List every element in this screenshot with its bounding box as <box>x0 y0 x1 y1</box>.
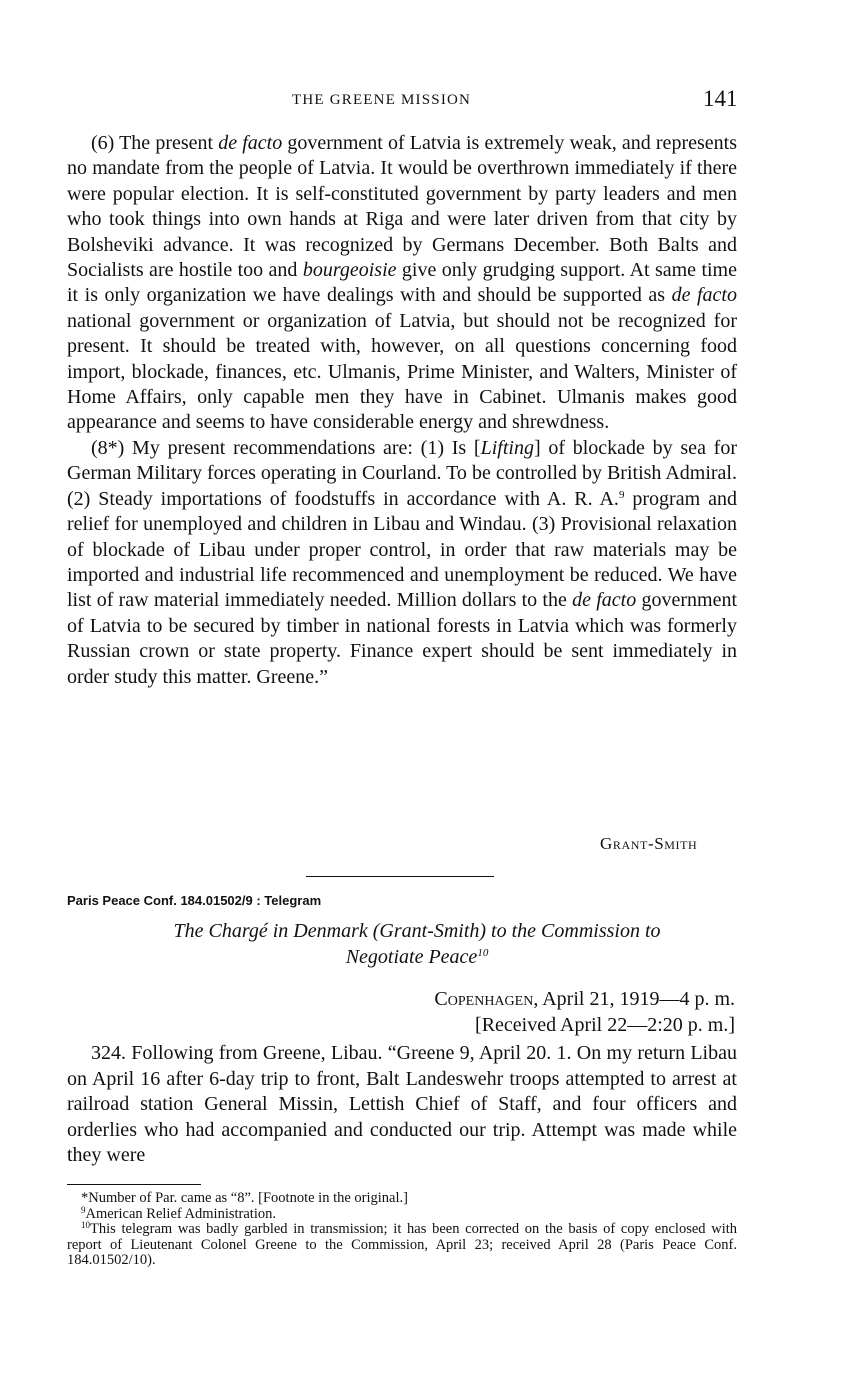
running-head <box>0 88 859 118</box>
page-number: 141 <box>703 86 738 111</box>
footnote-marker: 9 <box>618 488 625 501</box>
text-run: government of Latvia to be secured by timber in national forests in Latvia which was formerly Russian crown or state property. Finance expert should be sent immediately in order study this matter. Greene.” <box>67 589 738 688</box>
received-line: [Received April 22—2:20 p. m.] <box>475 1014 735 1036</box>
italic-run: de facto <box>218 132 283 154</box>
signature: Grant-Smith <box>600 834 698 853</box>
italic-run: de facto <box>671 284 737 307</box>
footnote-text: This telegram was badly garbled in transmission; it has been corrected on the basis of copy enclosed with report of Lieutenant Colonel Greene to the Commission, April 23; received April 28 (Paris Peace Conf. 184.01502/10). <box>67 1221 737 1268</box>
running-title: THE GREENE MISSION <box>292 92 472 108</box>
footnote-10 <box>67 1222 737 1269</box>
footnotes <box>67 1191 737 1269</box>
section-body <box>67 131 737 690</box>
italic-run: Lifting <box>480 436 534 459</box>
footnote-number: 10 <box>81 1220 90 1230</box>
footnote-number: 9 <box>81 1204 86 1215</box>
italic-run: bourgeoisie <box>302 259 397 282</box>
footnote-rule <box>67 1184 201 1185</box>
sent-line <box>434 986 735 1012</box>
text-run: give only grudging support. At same time it is only organization we have dealings with and should be supported as <box>67 259 737 307</box>
footnote-9 <box>67 1204 737 1223</box>
dateline-place: Copenhagen <box>434 988 534 1010</box>
text-run: ] of blockade by sea for German Military forces operating in Courland. To be controlled by British Admiral. (2) Steady importations of foodstuffs in accordance with A. R. A. <box>67 436 737 510</box>
text-run: national government or organization of Latvia, but should not be recognized for present. It should be treated with, however, on all questions concerning food import, blockade, finances, etc. Ulmanis, Prime Minister, and Walters, Minister of Home Affairs, only capable men they have in Cabinet. Ulmanis makes good appearance and seems to have considerable energy and shrewdness. <box>67 309 737 434</box>
text-run: government of Latvia is extremely weak, and represents no mandate from the people of Latvia. It would be overthrown immediately if there were popular election. It is self-constituted government by party leaders and men who took things into own hands at Riga and were later driven from that city by Bolsheviki advance. It was recognized by Germans December. Both Balts and Socialists are hostile too and <box>67 132 737 282</box>
paragraph-6 <box>67 131 737 436</box>
document-heading <box>67 918 767 970</box>
section-separator <box>306 876 494 877</box>
footnote-star: *Number of Par. came as “8”. [Footnote in the original.] <box>81 1190 408 1206</box>
italic-run: de facto <box>572 589 637 612</box>
footnote-marker: 10 <box>477 947 489 959</box>
footnote-text: American Relief Administration. <box>85 1205 276 1222</box>
document-reference: Paris Peace Conf. 184.01502/9 : Telegram <box>67 893 322 908</box>
heading-line-2: Negotiate Peace <box>345 946 478 968</box>
dateline <box>434 986 735 1038</box>
heading-line-1: The Chargé in Denmark (Grant-Smith) to the Commission to <box>173 920 661 942</box>
text-run: program and relief for unemployed and children in Libau and Windau. (3) Provisional relaxation of blockade of Libau under proper control, in order that raw materials may be imported and industrial life recommenced and unemployment be reduced. We have list of raw material immediately needed. Million dollars to the <box>67 487 737 612</box>
dateline-date: , April 21, 1919—4 p. m. <box>533 988 735 1010</box>
telegram-body <box>67 1041 737 1169</box>
text-run: (8*) My present recommendations are: (1) Is [ <box>91 436 481 459</box>
paragraph-8 <box>67 436 737 690</box>
telegram-paragraph: 324. Following from Greene, Libau. “Greene 9, April 20. 1. On my return Libau on April 16 after 6-day trip to front, Balt Landeswehr troops attempted to arrest at railroad station General Missin, Lettish Chief of Staff, and four officers and orderlies who had accompanied and conducted our trip. Attempt was made while they were <box>67 1042 737 1167</box>
text-run: (6) The present <box>91 132 219 154</box>
